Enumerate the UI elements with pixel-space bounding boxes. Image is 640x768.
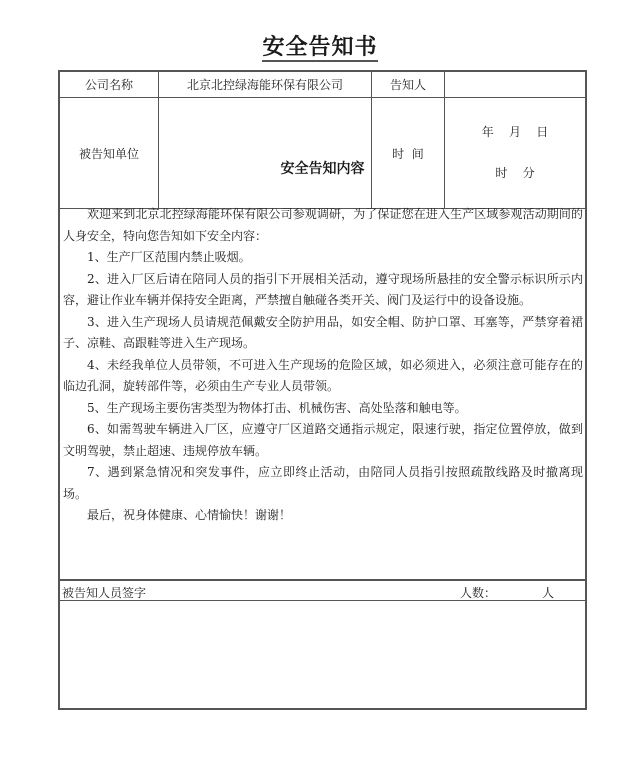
- company-name-field[interactable]: 北京北控绿海能环保有限公司: [159, 72, 372, 98]
- content-body: [63, 204, 583, 527]
- notifier-field[interactable]: [445, 72, 586, 98]
- signature-label: 被告知人员签字: [62, 586, 147, 600]
- header-row-company: [60, 72, 585, 98]
- signature-area[interactable]: [60, 601, 585, 708]
- headcount-unit: 人: [542, 586, 555, 600]
- rule-item-4: 4、未经我单位人员带领，不可进入生产现场的危险区域，如必须进入，必须注意可能存在的临边孔洞，旋转部件等，必须由生产专业人员带领。: [63, 357, 583, 393]
- time-label: 时 间: [372, 98, 445, 209]
- closing-paragraph: 最后，祝身体健康、心情愉快！谢谢！: [87, 508, 292, 522]
- time-hour-line: 时 分: [495, 166, 535, 180]
- rule-item-1: 1、生产厂区范围内禁止吸烟。: [87, 250, 251, 264]
- notifier-label: 告知人: [372, 72, 445, 98]
- signature-row: [60, 580, 585, 601]
- rule-item-3: 3、进入生产现场人员请规范佩戴安全防护用品，如安全帽、防护口罩、耳塞等，严禁穿着裙子、凉鞋、高跟鞋等进入生产现场。: [63, 314, 583, 350]
- notified-unit-label: 被告知单位: [60, 98, 159, 209]
- document-title: [0, 30, 640, 61]
- rule-item-2: 2、进入厂区后请在陪同人员的指引下开展相关活动，遵守现场所悬挂的安全警示标识所示内容，避让作业车辆并保持安全距离，严禁擅自触碰各类开关、阀门及运行中的设备设施。: [63, 271, 583, 307]
- document-title-text: 安全告知书: [262, 35, 378, 60]
- content-title: 安全告知内容: [280, 161, 365, 177]
- headcount-label: 人数：: [460, 586, 497, 600]
- time-date-line: 年 月 日: [481, 125, 549, 139]
- rule-item-7: 7、遇到紧急情况和突发事件，应立即终止活动，由陪同人员指引按照疏散线路及时撤离现场。: [63, 465, 583, 501]
- notice-form: [58, 70, 587, 710]
- intro-paragraph: 欢迎来到北京北控绿海能环保有限公司参观调研，为了保证您在进入生产区域参观活动期间的人身安全，特向您告知如下安全内容：: [63, 207, 583, 243]
- rule-item-5: 5、生产现场主要伤害类型为物体打击、机械伤害、高处坠落和触电等。: [87, 400, 467, 415]
- company-name-label: 公司名称: [60, 72, 159, 98]
- rule-item-6: 6、如需驾驶车辆进入厂区，应遵守厂区道路交通指示规定，限速行驶，指定位置停放，做到文明驾驶，禁止超速、违规停放车辆。: [63, 422, 583, 458]
- notice-content-section: [60, 125, 585, 580]
